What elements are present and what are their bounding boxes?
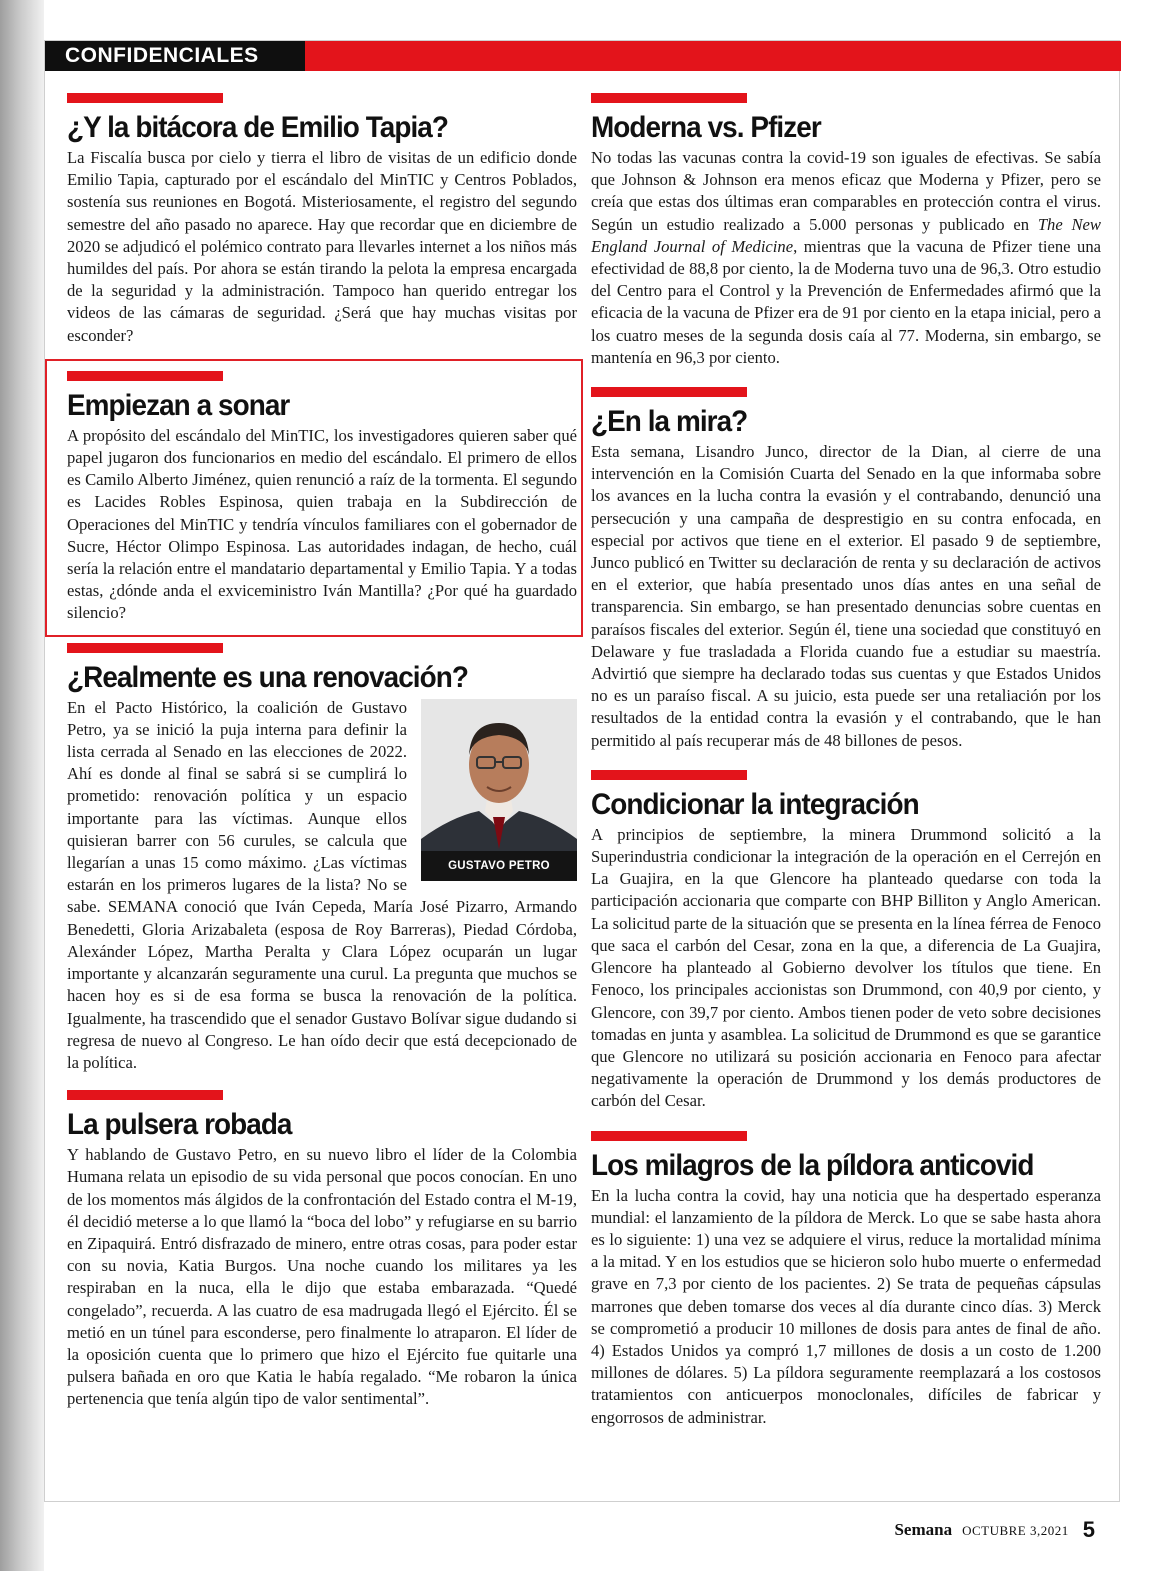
article-body-part: , mientras que la vacuna de Pfizer tiene una efectividad de 88,8 por ciento, la de Moderna tuvo una de 96,3. Otro estudio del Centro para el Control y la Prevención de Enfermedades afirmó que la eficacia de la vacuna de Pfizer era de 91 por ciento en la etapa inicial, pero a los cuatro meses de la segunda dosis caía al 77. Moderna, sin embargo, se mantenía en 96,3 por ciento. [591, 236, 1101, 367]
red-tag [67, 643, 223, 653]
journal-name: The New England Journal of Medicine [591, 214, 1101, 256]
red-tag [591, 93, 747, 103]
article-body: Esta semana, Lisandro Junco, director de la Dian, al cierre de una intervención en la Comisión Cuarta del Senado en la que informaba sobre los avances en la lucha contra la evasión y el contrabando, denunció una persecución y una campaña de desprestigio en su contra enfocada, en especial por activos que tiene en el exterior. El pasado 9 de septiembre, Junco publicó en Twitter su declaración de renta y su declaración de activos en el exterior, que había presentado unos días antes en una señal de transparencia. Sin embargo, se han presentado denuncias sobre cuentas en paraísos fiscales del exterior. Según él, tiene una sociedad que constituyó en Delaware y fue trasladada a Florida cuando fue a estudiar su maestría. Advirtió que siempre ha declarado todas sus cuentas y que Estados Unidos no es un paraíso fiscal. A su juicio, esta puede ser una retaliación por los resultados de la entidad contra la evasión y el contrabando, que le han permitido al país recuperar más de 48 billones de pesos. [591, 442, 1101, 750]
red-tag [67, 371, 223, 381]
article-title: Moderna vs. Pfizer [591, 111, 821, 144]
article-body: A principios de septiembre, la minera Drummond solicitó a la Superindustria condicionar la integración de la operación en el Cerrejón en La Guajira, en la que Glencore ha planteado quedarse con toda la participación accionaria que comparte con BHP Billiton y Anglo American. La solicitud parte de la situación que se presenta en la línea férrea de Fenoco que saca el carbón del Cesar, zona en la que, a diferencia de La Guajira, Glencore ha planteado al Gobierno devolver los títulos que tiene. En Fenoco, los principales accionistas son Drummond, con 40,9 por ciento, y Glencore, con 39,7 por ciento. Ambos tienen poder de veto sobre decisiones tomadas en junta y asamblea. La solicitud de Drummond es que se garantice que Glencore no utilizará su posición accionaria en Fenoco para afectar negativamente la operación de Drummond y los demás productores de carbón del Cesar. [591, 824, 1101, 1111]
magazine-name: Semana [894, 1520, 953, 1539]
article-body: La Fiscalía busca por cielo y tierra el libro de visitas de un edificio donde Emilio Tapia, capturado por el escándalo del MinTIC y Centros Poblados, sostenía sus reuniones en Bogotá. Misteriosamente, el registro del segundo semestre del año pasado no aparece. Hay que recordar que en diciembre de 2020 se adjudicó el polémico contrato para llevarles internet a los niños más humildes del país. Por ahora se están tirando la pelota la empresa encargada de la seguridad y la administración. Tampoco han querido entregar los videos de las cámaras de seguridad. ¿Será que hay muchas visitas por esconder? [67, 148, 577, 345]
article-empiezan [67, 371, 577, 625]
page-footer [894, 1517, 1095, 1543]
article-pildora [591, 1131, 1101, 1429]
red-tag [591, 387, 747, 397]
right-column [591, 93, 1101, 1439]
article-title: ¿Y la bitácora de Emilio Tapia? [67, 111, 448, 144]
article-pulsera [67, 1090, 577, 1410]
article-body: En la lucha contra la covid, hay una noticia que ha despertado esperanza mundial: el lanzamiento de la píldora de Merck. Lo que se sabe hasta ahora es lo siguiente: 1) una vez se adquiere el virus, reduce la mortalidad mínima a la mitad. Y en los estudios que se hicieron solo hubo muerte o enfermedad grave en 7,3 por ciento de los pacientes. 2) Se trata de pequeñas cápsulas marrones que deben tomarse dos veces al día durante cinco días. 3) Merck se comprometió a producir 10 millones de dosis para antes de final de año. 4) Estados Unidos ya compró 1,7 millones de dosis a un costo de 1.200 millones de dólares. 5) La píldora seguramente reemplazará a los costosos tratamientos con anticuerpos monoclonales, difíciles de fabricar y engorrosos de administrar. [591, 1185, 1101, 1427]
page-edge-shadow [0, 0, 44, 1571]
article-body [591, 147, 1101, 369]
article-title: La pulsera robada [67, 1108, 292, 1142]
article-body-text: En el Pacto Histórico, la coalición de Gustavo Petro, ya se inició la puja interna para definir la lista cerrada al Senado en las elecciones de 2022. Ahí es donde al final se sabrá si se cumplirá lo prometido: renovación política y un espacio importante para las víctimas. Aunque ellos quisieran barrer con 56 curules, se calcula que llegarían a unas 15 como máximo. ¿Las víctimas estarán en los primeros lugares de la lista? No se sabe. SEMANA conoció que Iván Cepeda, María José Pizarro, Armando Benedetti, Gloria Arizabaleta (esposa de Roy Barreras), Piedad Córdoba, Alexánder López, Martha Peralta y Clara López ocuparán un lugar importante y alcanzarán seguramente una curul. La pregunta que muchos se hacen hoy es si de esa forma se busca la renovación de la política. Igualmente, ha trascendido que el senador Gustavo Bolívar sigue dudando si regresa de nuevo al Congreso. Le han oído decir que está decepcionado de la política. [67, 697, 577, 1072]
article-mira [591, 387, 1101, 752]
article-moderna [591, 93, 1101, 369]
issue-date: OCTUBRE 3,2021 [962, 1523, 1069, 1538]
red-tag [591, 1131, 747, 1141]
article-bitacora [67, 93, 577, 347]
article-title: ¿En la mira? [591, 405, 748, 439]
page-number: 5 [1082, 1517, 1095, 1542]
red-tag [67, 1090, 223, 1100]
red-tag [591, 770, 747, 780]
photo-caption: GUSTAVO PETRO [421, 851, 577, 881]
article-body: A propósito del escándalo del MinTIC, los investigadores quieren saber qué papel jugaron dos funcionarios en medio del escándalo. El primero de ellos es Camilo Alberto Jiménez, quien renunció a raíz de la tormenta. El segundo es Lacides Robles Espinosa, quien trabaja en la Subdirección de Operaciones del MinTIC y tendría vínculos familiares con el gobernador de Sucre, Héctor Olimpo Espinosa. Las autoridades indagan, de hecho, cuál sería la relación entre el mandatario departamental y Emilio Tapia. Y a todas estas, ¿dónde anda el exviceministro Iván Mantilla? ¿Por qué ha guardado silencio? [67, 425, 577, 623]
article-title: ¿Realmente es una renovación? [67, 660, 468, 694]
portrait-photo [421, 699, 577, 881]
article-renovacion [67, 643, 577, 1074]
article-title: Los milagros de la píldora anticovid [591, 1148, 1034, 1182]
article-body: Y hablando de Gustavo Petro, en su nuevo libro el líder de la Colombia Humana relata un episodio de su vida personal que pocos conocían. En uno de los momentos más álgidos de la confrontación del Estado contra el M-19, él decidió meterse a lo que llamó la “boca del lobo” y refugiarse en su barrio en Zipaquirá. Entró disfrazado de minero, entre otras cosas, para poder estar con su novia, Katia Burgos. Una noche cuando los militares ya les respiraban en la nuca, ella le dijo que estaba embarazada. “Quedé congelado”, recuerda. A las cuatro de esa madrugada llegó el Ejército. Él se metió en un túnel para esconderse, pero finalmente lo atraparon. El líder de la oposición cuenta que lo primero que hizo el Ejército fue quitarle una pulsera bañada en oro que Katia le había regalado. “Me robaron la única pertenencia que tenía algún tipo de valor sentimental”. [67, 1145, 577, 1409]
article-title: Empiezan a sonar [67, 388, 290, 422]
section-header-bar [45, 41, 1121, 71]
magazine-page [44, 40, 1120, 1502]
article-body-part: No todas las vacunas contra la covid-19 son iguales de efectivas. Se sabía que Johnson & Johnson era menos eficaz que Moderna y Pfizer, pero se creía que estas dos últimas eran comparables en protección contra el virus. Según un estudio realizado a 5.000 personas y publicado en [591, 148, 1101, 234]
left-column [67, 93, 577, 1421]
red-tag [67, 93, 223, 103]
article-title: Condicionar la integración [591, 787, 919, 821]
article-integracion [591, 770, 1101, 1113]
section-label: CONFIDENCIALES [45, 41, 305, 71]
article-body [67, 697, 577, 1074]
